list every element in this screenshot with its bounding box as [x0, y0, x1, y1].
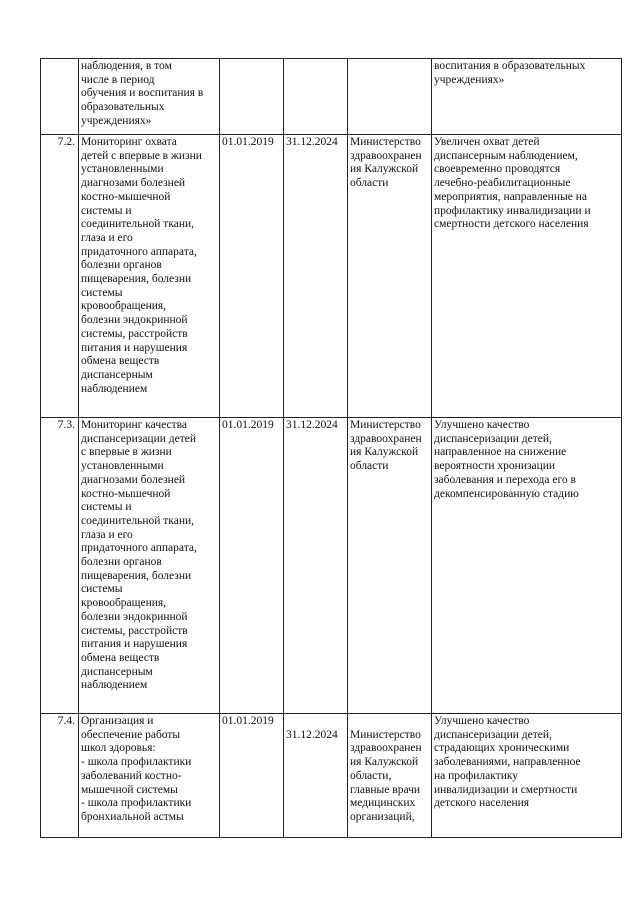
start-date-cell: 01.01.2019: [220, 135, 284, 418]
start-date-cell: 01.01.2019: [220, 714, 284, 838]
event-cell: Мониторинг качества диспансеризации детей с впервые в жизни установленными диагнозами болезней костно-мышечной системы и соединительной ткани, глаза и его придаточного аппарата, болезни органов пищеварения, болезни системы кровообращения, болезни эндокринной системы, расстройств питания и нарушения обмена веществ диспансерным наблюдением: [79, 418, 220, 714]
table-row: [41, 135, 622, 418]
end-date-cell: 31.12.2024: [284, 418, 348, 714]
event-cell: Мониторинг охвата детей с впервые в жизни установленными диагнозами болезней костно-мышечной системы и соединительной ткани, глаза и его придаточного аппарата, болезни органов пищеварения, болезни системы кровообращения, болезни эндокринной системы, расстройств питания и нарушения обмена веществ диспансерным наблюдением: [79, 135, 220, 418]
table-row: [41, 59, 622, 135]
row-number: 7.4.: [41, 714, 79, 838]
start-date-cell: 01.01.2019: [220, 418, 284, 714]
responsible-cell: Министерство здравоохранен ия Калужской области, главные врачи медицинских организаций,: [348, 714, 432, 838]
table-row: [41, 418, 622, 714]
measures-table: [40, 58, 622, 838]
end-date-cell: 31.12.2024: [284, 135, 348, 418]
result-cell: Улучшено качество диспансеризации детей, направленное на снижение вероятности хронизации заболевания и перехода его в декомпенсированную стадию: [432, 418, 622, 714]
result-cell: Увеличен охват детей диспансерным наблюдением, своевременно проводятся лечебно-реабилитационные мероприятия, направленные на профилактику инвалидизации и смертности детского населения: [432, 135, 622, 418]
responsible-cell: Министерство здравоохранен ия Калужской области: [348, 135, 432, 418]
end-date-cell: [284, 59, 348, 135]
end-date-cell: 31.12.2024: [284, 714, 348, 838]
event-cell: Организация и обеспечение работы школ здоровья: - школа профилактики заболеваний костно- мышечной системы - школа профилактики бронхиальной астмы: [79, 714, 220, 838]
result-cell: воспитания в образовательных учреждениях»: [432, 59, 622, 135]
start-date-cell: [220, 59, 284, 135]
table-row: [41, 714, 622, 838]
event-cell: наблюдения, в том числе в период обучения и воспитания в образовательных учреждениях»: [79, 59, 220, 135]
row-number: 7.2.: [41, 135, 79, 418]
responsible-cell: Министерство здравоохранен ия Калужской области: [348, 418, 432, 714]
row-number: 7.3.: [41, 418, 79, 714]
responsible-cell: [348, 59, 432, 135]
row-number: [41, 59, 79, 135]
result-cell: Улучшено качество диспансеризации детей, страдающих хроническими заболеваниями, направленное на профилактику инвалидизации и смертности детского населения: [432, 714, 622, 838]
